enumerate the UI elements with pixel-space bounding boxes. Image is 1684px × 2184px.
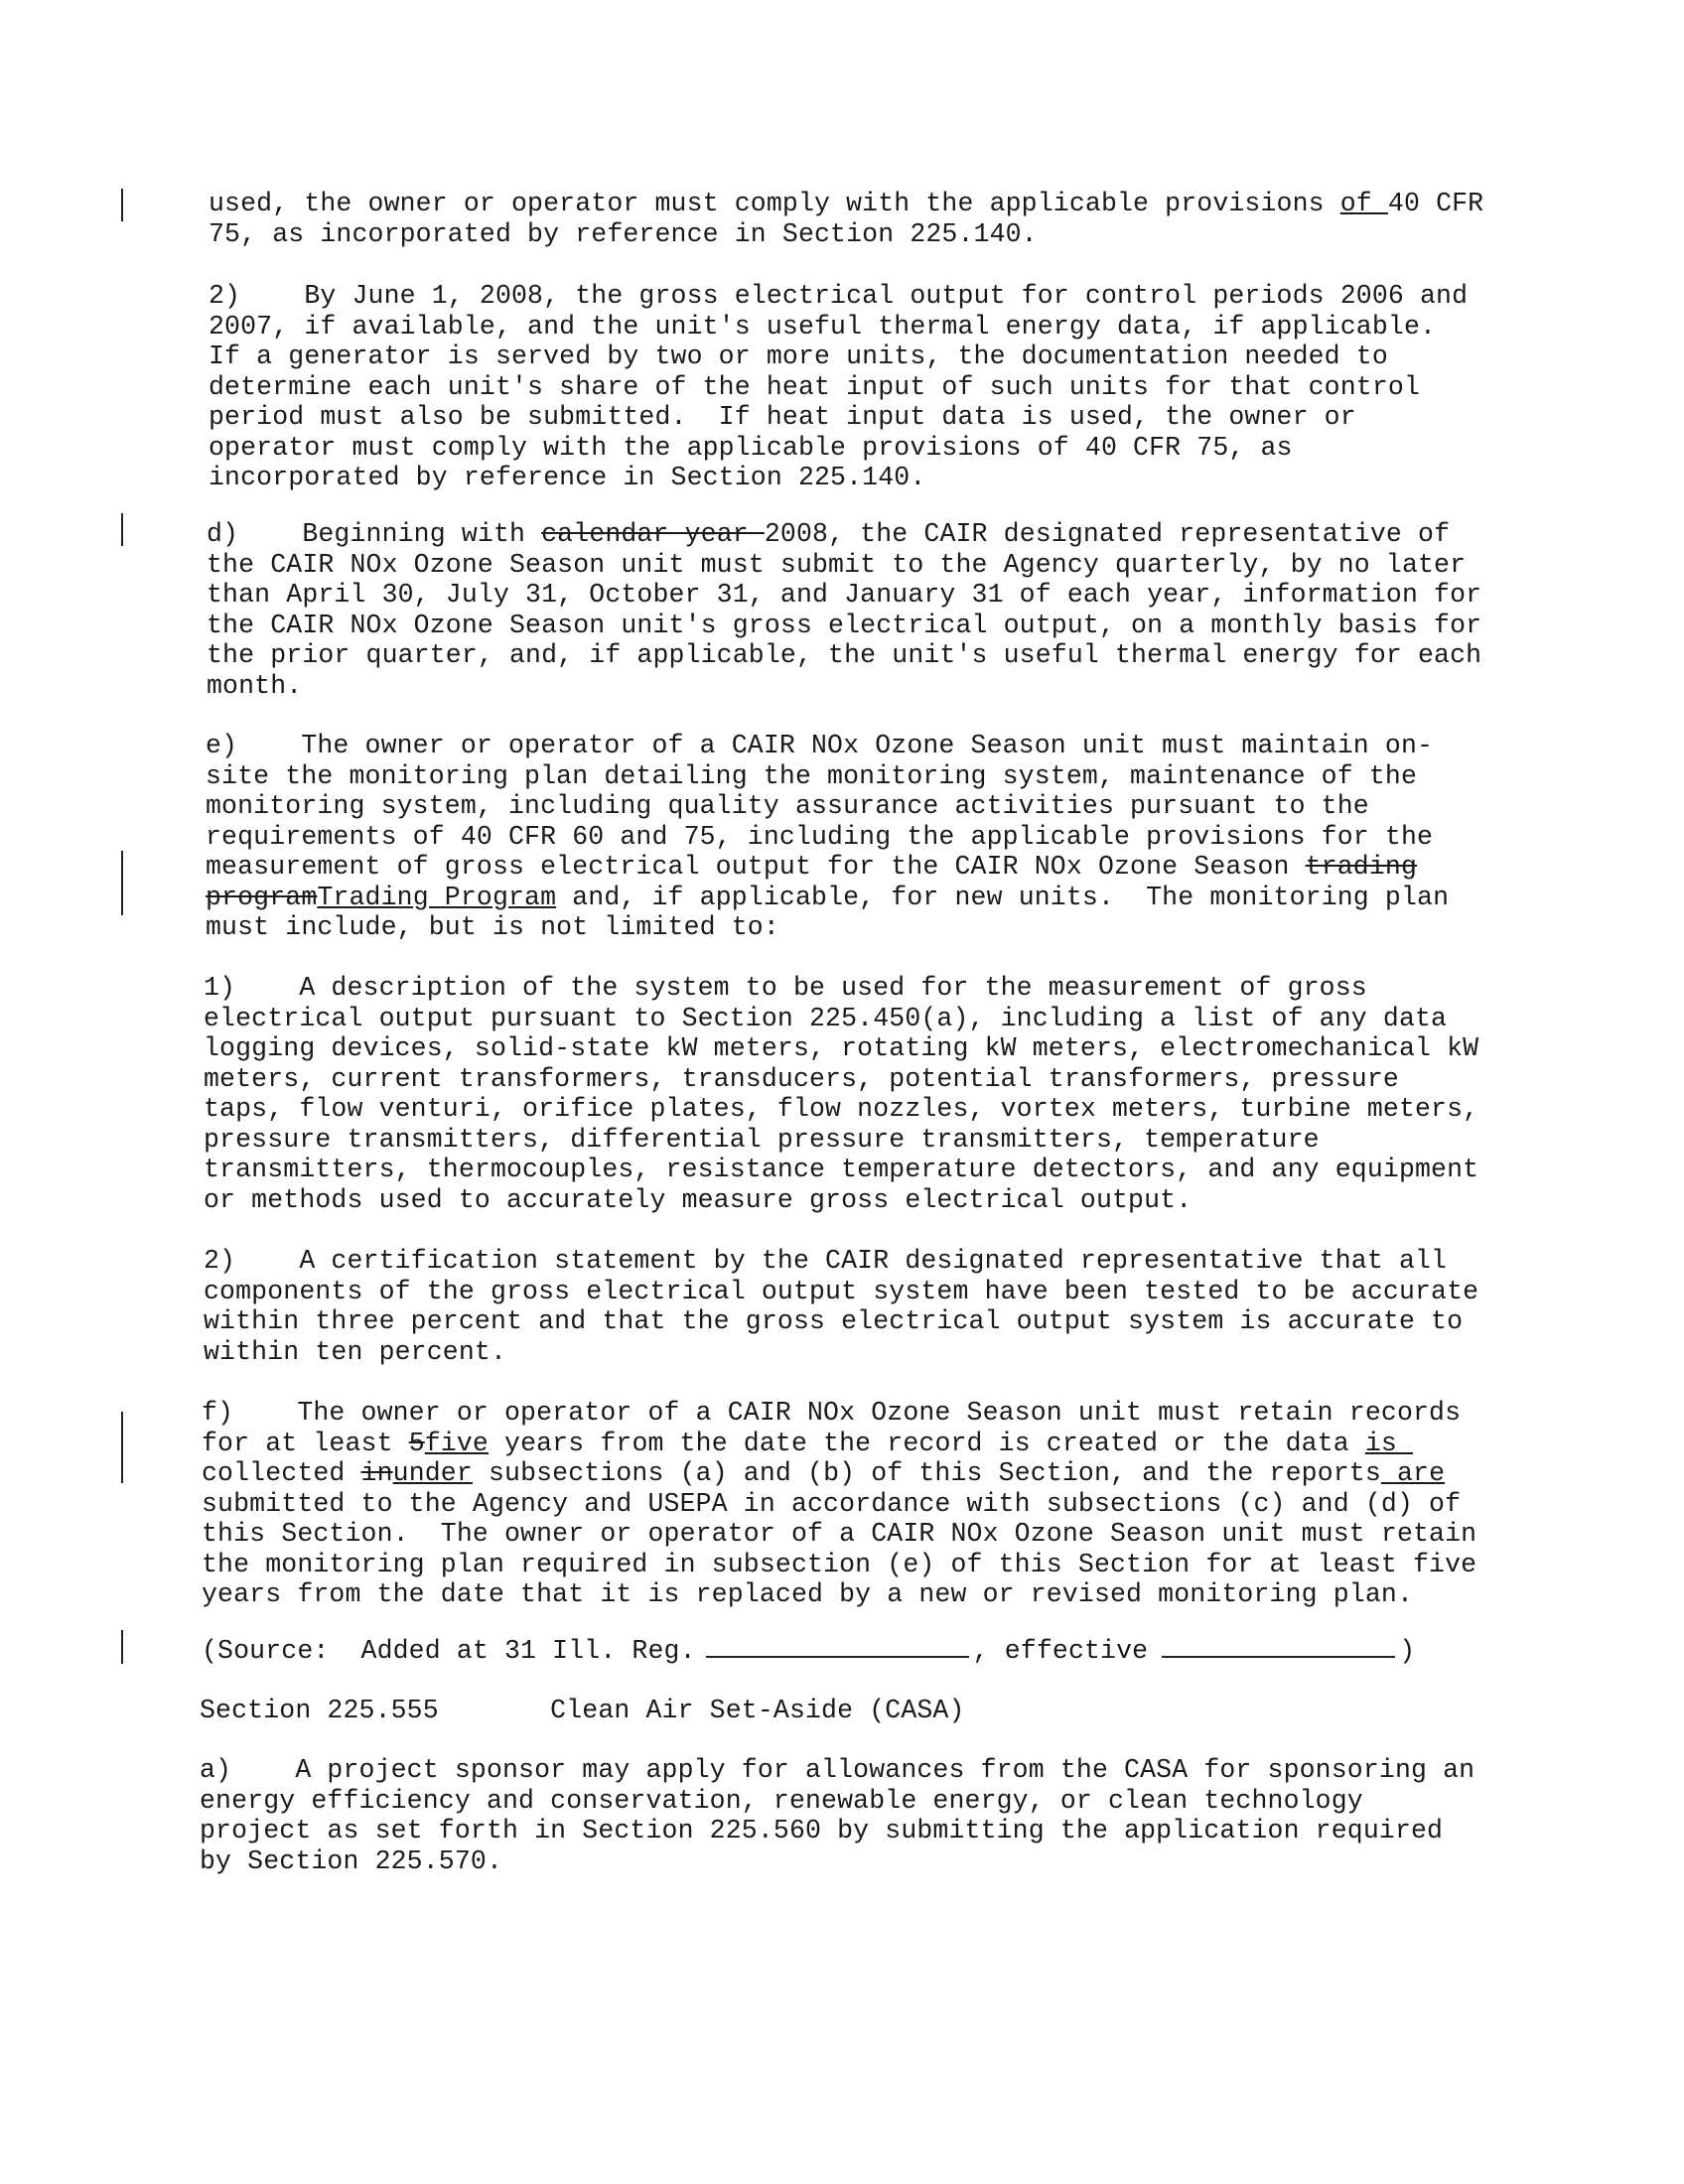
paragraph-e1: 1) A description of the system to be used for the measurement of gross electrical output pursuant to Section 225.450(a), including a list of any data logging devices, solid-state kW meters, rotating kW meters, electromechanical kW meters, current transformers, transducers, potential transformers, pressure taps, flow venturi, orifice plates, flow nozzles, vortex meters, turbine meters, pressure transmitters, differential pressure transmitters, temperature transmitters, thermocouples, resistance temperature detectors, and any equipment or methods used to accurately measure gross electrical output. [204,973,1479,1215]
paragraph-e2: 2) A certification statement by the CAIR designated representative that all components of the gross electrical output system have been tested to be accurate within three percent and that the gross electrical output system is accurate to within ten percent. [204,1246,1479,1367]
paragraph-a: a) A project sponsor may apply for allowances from the CASA for sponsoring an energy efficiency and conservation, renewable energy, or clean technology project as set forth in Section 225.560 by submitting the application required by Section 225.570. [200,1755,1475,1876]
revision-bar [121,1412,123,1483]
revision-bar [121,189,123,221]
paragraph-c2: 2) By June 1, 2008, the gross electrical output for control periods 2006 and 2007, if available, and the unit's useful thermal energy data, if applicable. If a generator is served by two or more units, the documentation needed to determine each unit's share of the heat input of such units for that control period must also be submitted. If heat input data is used, the owner or operator must comply with the applicable provisions of 40 CFR 75, as incorporated by reference in Section 225.140. [209,281,1469,492]
paragraph-continuation: used, the owner or operator must comply with the applicable provisions of 40 CFR 75, as incorporated by reference in Section 225.140. [209,189,1484,249]
blank-line [1162,1656,1395,1658]
paragraph-f: f) The owner or operator of a CAIR NOx Ozone Season unit must retain records for at least 5five years from the date the record is created or the data is collected inunder subsections (a) and (b) of this Section, and the reports are submitted to the Agency and USEPA in accordance with subsections (c) and (d) of this Section. The owner or operator of a CAIR NOx Ozone Season unit must retain the monitoring plan required in subsection (e) of this Section for at least five years from the date that it is replaced by a new or revised monitoring plan. [202,1398,1477,1609]
paragraph-e: e) The owner or operator of a CAIR NOx Ozone Season unit must maintain on- site the monitoring plan detailing the monitoring system, maintenance of the monitoring system, including quality assurance activities pursuant to the requirements of 40 CFR 60 and 75, including the applicable provisions for the measurement of gross electrical output for the CAIR NOx Ozone Season trading programTrading Program and, if applicable, for new units. The monitoring plan must include, but is not limited to: [206,731,1450,942]
section-heading: Section 225.555 Clean Air Set-Aside (CASA) [200,1696,965,1725]
blank-line [706,1656,969,1658]
revision-bar [121,1630,123,1664]
source-note: (Source: Added at 31 Ill. Reg. , effective ) [202,1636,1416,1666]
revision-bar [121,851,123,915]
revision-bar [121,513,123,546]
paragraph-d: d) Beginning with calendar year 2008, the CAIR designated representative of the CAIR NOx Ozone Season unit must submit to the Agency quarterly, by no later than April 30, July 31, October 31, and January 31 of each year, information for the CAIR NOx Ozone Season unit's gross electrical output, on a monthly basis for the prior quarter, and, if applicable, the unit's useful thermal energy for each month. [207,519,1482,701]
